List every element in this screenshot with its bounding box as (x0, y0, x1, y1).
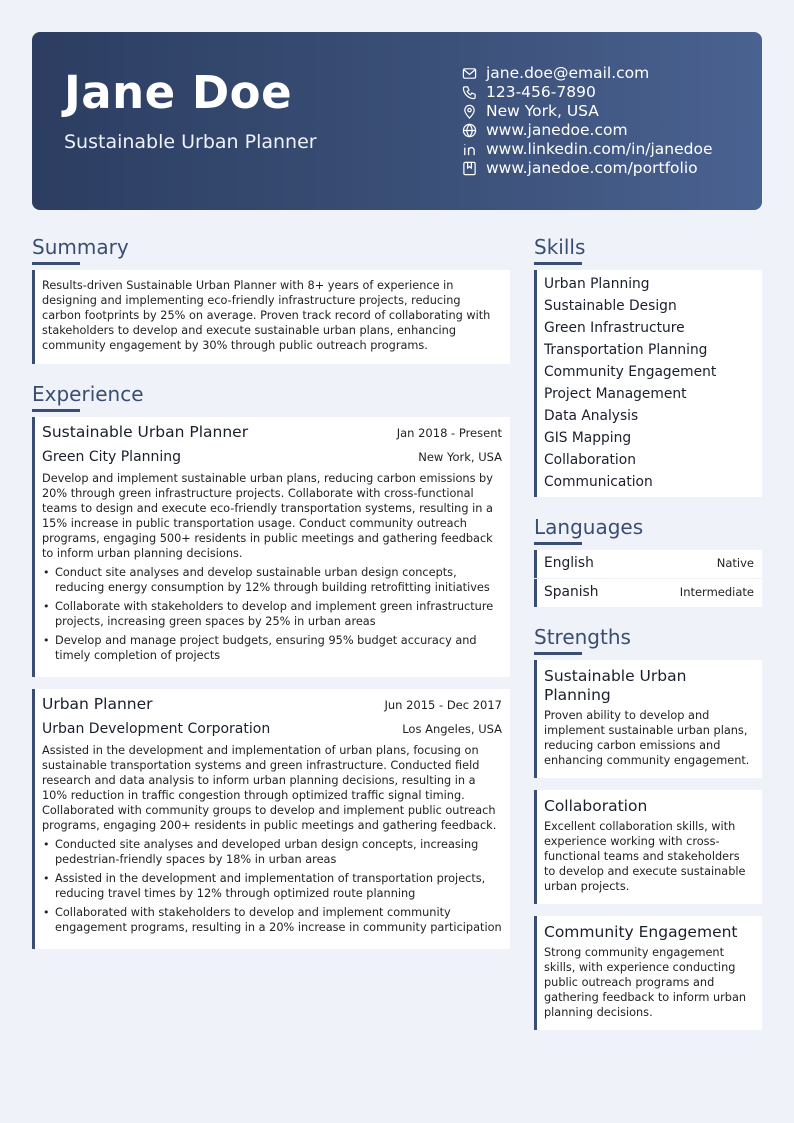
list-item: • Collaborated with stakeholders to develop and implement community engagement programs, resulting in a 20% increase in community participation (42, 905, 502, 935)
section-underline (32, 409, 80, 412)
strengths-heading: Strengths (534, 625, 631, 649)
section-underline (32, 262, 80, 265)
candidate-name: Jane Doe (64, 66, 293, 119)
skill-item: Sustainable Design (544, 298, 677, 314)
strength-description: Proven ability to develop and implement sustainable urban plans, reducing carbon emissions and enhancing community engagement. (544, 709, 750, 767)
skill-item: Urban Planning (544, 276, 650, 292)
section-underline (534, 542, 582, 545)
language-row (544, 584, 754, 600)
globe-icon (462, 123, 477, 138)
main-column (32, 234, 510, 949)
side-column (534, 234, 762, 1030)
job-company: Urban Development Corporation (42, 721, 271, 737)
language-level: Native (716, 556, 754, 570)
contact-location-text: New York, USA (486, 102, 599, 120)
language-name: Spanish (544, 584, 599, 600)
candidate-title: Sustainable Urban Planner (64, 131, 317, 153)
language-name: English (544, 555, 594, 571)
list-item: • Collaborate with stakeholders to develop and implement green infrastructure projects, increasing green spaces by 25% in urban areas (42, 599, 502, 629)
contact-linkedin-text: www.linkedin.com/in/janedoe (486, 140, 713, 158)
job-location: Los Angeles, USA (402, 722, 502, 736)
job-company: Green City Planning (42, 449, 182, 465)
job-role: Urban Planner (42, 695, 153, 713)
job-description: Assisted in the development and implementation of urban plans, focusing on sustainable transportation systems and green infrastructure. Conducted field research and data analysis to inform urban planning decisions, resulting in a 10% reduction in traffic congestion through optimized traffic signal timing. Collaborated with community groups to develop and implement public outreach programs, engaging 200+ residents in public meetings and gathering feedback. (42, 744, 497, 832)
job-card (32, 417, 510, 677)
skill-item: Transportation Planning (544, 342, 708, 358)
strength-card (534, 790, 762, 904)
language-card (534, 550, 762, 578)
contact-website[interactable] (462, 121, 713, 140)
contact-email[interactable] (462, 64, 713, 83)
skill-item: Collaboration (544, 452, 636, 468)
linkedin-icon (462, 142, 477, 157)
language-row (544, 555, 754, 571)
list-item: • Conducted site analyses and developed urban design concepts, increasing pedestrian-friendly spaces by 18% in urban areas (42, 837, 502, 867)
list-item: • Assisted in the development and implementation of transportation projects, reducing travel times by 12% through optimized route planning (42, 871, 502, 901)
experience-section (32, 381, 510, 949)
contact-phone[interactable] (462, 83, 713, 102)
job-header (42, 422, 502, 442)
job-role: Sustainable Urban Planner (42, 423, 249, 441)
strength-description: Excellent collaboration skills, with experience working with cross-functional teams and stakeholders to develop and execute sustainable urban projects. (544, 820, 746, 893)
list-item: • Develop and manage project budgets, ensuring 95% budget accuracy and timely completion of projects (42, 633, 502, 663)
strength-title: Sustainable Urban Planning (544, 667, 687, 704)
skill-item: Community Engagement (544, 364, 717, 380)
strength-card (534, 916, 762, 1030)
mail-icon (462, 66, 477, 81)
skills-heading: Skills (534, 235, 586, 259)
resume-header (32, 32, 762, 210)
job-bullets (42, 565, 502, 663)
summary-heading: Summary (32, 235, 129, 259)
job-bullets (42, 837, 502, 935)
contact-list (462, 64, 713, 178)
languages-heading: Languages (534, 515, 644, 539)
contact-email-text: jane.doe@email.com (486, 64, 650, 82)
languages-section (534, 514, 762, 607)
contact-linkedin[interactable] (462, 140, 713, 159)
portfolio-icon (462, 161, 477, 176)
summary-card (32, 270, 510, 364)
contact-website-text: www.janedoe.com (486, 121, 628, 139)
strength-description: Strong community engagement skills, with experience conducting public outreach programs and gathering feedback to inform urban planning decisions. (544, 946, 747, 1019)
job-location: New York, USA (418, 450, 502, 464)
strength-title: Collaboration (544, 797, 648, 815)
skills-section (534, 234, 762, 497)
strength-title: Community Engagement (544, 923, 738, 941)
experience-heading: Experience (32, 382, 144, 406)
skill-item: Project Management (544, 386, 687, 402)
strengths-section (534, 624, 762, 1030)
contact-location (462, 102, 713, 121)
phone-icon (462, 85, 477, 100)
contact-phone-text: 123-456-7890 (486, 83, 596, 101)
section-underline (534, 652, 582, 655)
contact-portfolio-text: www.janedoe.com/portfolio (486, 159, 698, 177)
strength-card (534, 660, 762, 778)
contact-portfolio[interactable] (462, 159, 713, 178)
section-underline (534, 262, 582, 265)
skill-item: Green Infrastructure (544, 320, 685, 336)
skills-card (534, 270, 762, 497)
location-pin-icon (462, 104, 477, 119)
job-card (32, 689, 510, 949)
list-item: • Conduct site analyses and develop sustainable urban design concepts, reducing energy consumption by 12% through building retrofitting initiatives (42, 565, 502, 595)
job-dates: Jun 2015 - Dec 2017 (384, 698, 502, 712)
job-subheader (42, 714, 502, 739)
summary-text: Results-driven Sustainable Urban Planner with 8+ years of experience in designing and implementing eco-friendly infrastructure projects, reducing carbon footprints by 25% on average. Proven track record of collaborating with stakeholders to develop and execute sustainable urban plans, enhancing community engagement by 30% through public outreach programs. (42, 279, 491, 352)
job-dates: Jan 2018 - Present (396, 426, 502, 440)
skill-item: GIS Mapping (544, 430, 632, 446)
language-level: Intermediate (679, 585, 754, 599)
skill-item: Communication (544, 474, 653, 490)
job-header (42, 694, 502, 714)
summary-section (32, 234, 510, 364)
skill-item: Data Analysis (544, 408, 639, 424)
language-card (534, 579, 762, 607)
job-description: Develop and implement sustainable urban plans, reducing carbon emissions by 20% through green infrastructure projects. Collaborate with cross-functional teams to design and execute eco-friendly transportation systems, resulting in a 15% increase in public transportation usage. Conduct community outreach programs, engaging 500+ residents in public meetings and gathering feedback to inform urban planning decisions. (42, 472, 493, 560)
job-subheader (42, 442, 502, 467)
